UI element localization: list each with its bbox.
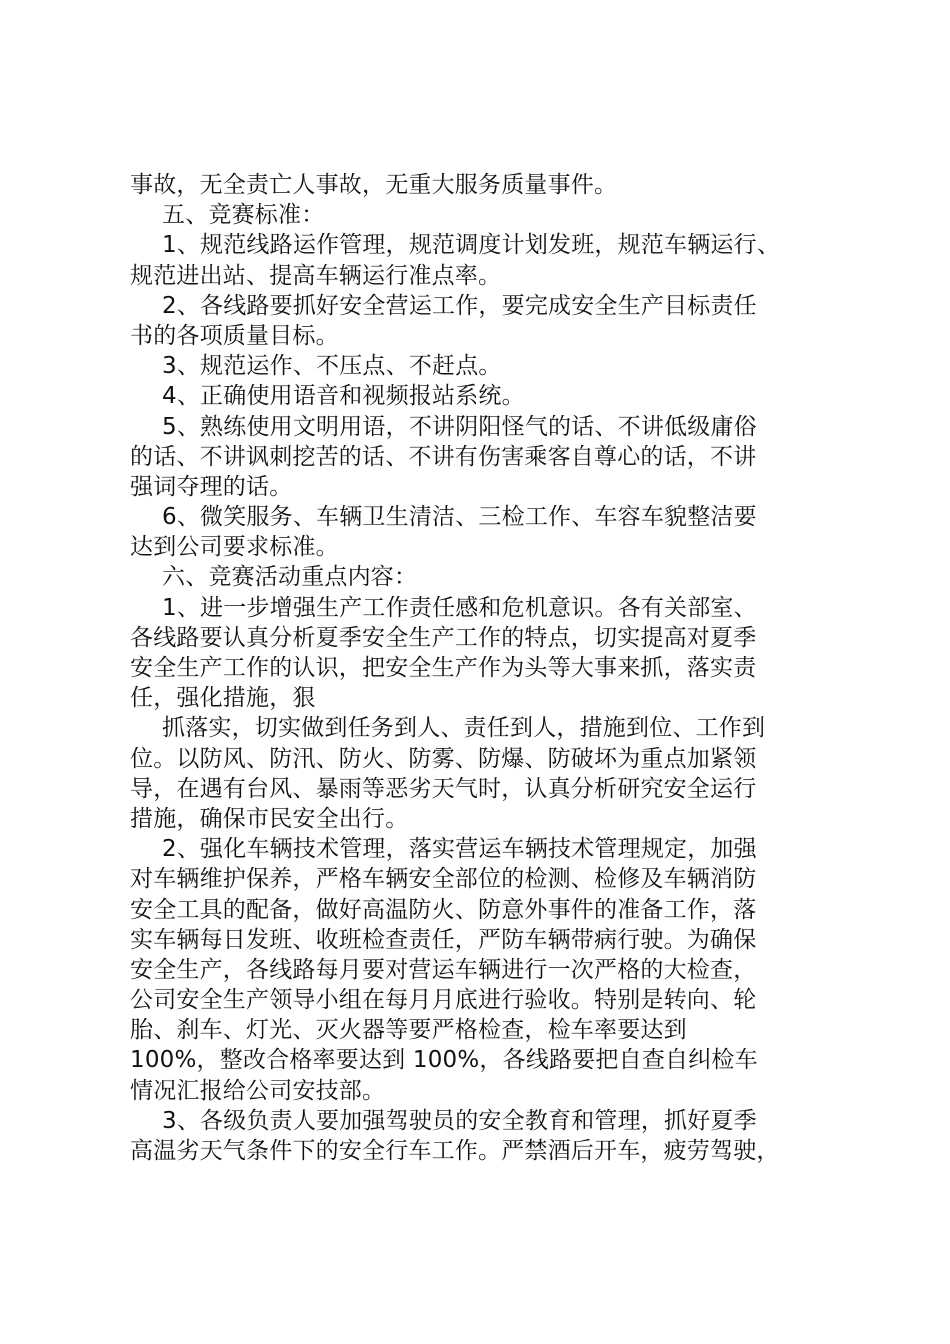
text-line: 规范进出站、提高车辆运行准点率。 — [130, 262, 502, 289]
text-line: 抓落实，切实做到任务到人、责任到人，措施到位、工作到 — [162, 715, 766, 742]
text-line: 1、规范线路运作管理，规范调度计划发班，规范车辆运行、 — [162, 232, 781, 259]
text-line: 1、进一步增强生产工作责任感和危机意识。各有关部室、 — [162, 594, 757, 621]
text-line: 导，在遇有台风、暴雨等恶劣天气时，认真分析研究安全运行 — [130, 775, 757, 802]
text-line: 达到公司要求标准。 — [130, 534, 339, 561]
text-line: 安全工具的配备，做好高温防火、防意外事件的准备工作，落 — [130, 896, 757, 923]
text-line: 100%，整改合格率要达到 100%，各线路要把自查自纠检车 — [130, 1047, 758, 1074]
text-line: 3、规范运作、不压点、不赶点。 — [162, 353, 502, 380]
text-line: 措施，确保市民安全出行。 — [130, 805, 409, 832]
text-line: 的话、不讲讽刺挖苦的话、不讲有伤害乘客自尊心的话，不讲 — [130, 443, 757, 470]
text-line: 胎、刹车、灯光、灭火器等要严格检查，检车率要达到 — [130, 1017, 687, 1044]
text-line: 六、竞赛活动重点内容： — [162, 564, 418, 591]
text-line: 安全生产工作的认识，把安全生产作为头等大事来抓，落实责 — [130, 655, 757, 681]
text-line: 公司安全生产领导小组在每月月底进行验收。特别是转向、轮 — [130, 987, 757, 1014]
text-line: 书的各项质量目标。 — [130, 322, 339, 349]
text-line: 强词夺理的话。 — [130, 473, 293, 500]
text-line: 情况汇报给公司安技部。 — [130, 1077, 386, 1104]
text-line: 5、熟练使用文明用语，不讲阴阳怪气的话、不讲低级庸俗 — [162, 413, 757, 440]
text-line: 3、各级负责人要加强驾驶员的安全教育和管理，抓好夏季 — [162, 1107, 757, 1134]
text-line: 各线路要认真分析夏季安全生产工作的特点，切实提高对夏季 — [130, 624, 757, 651]
document-body-text — [130, 170, 830, 1166]
text-line: 对车辆维护保养，严格车辆安全部位的检测、检修及车辆消防 — [130, 866, 757, 893]
text-line: 2、各线路要抓好安全营运工作，要完成安全生产目标责任 — [162, 292, 757, 319]
text-line: 位。以防风、防汛、防火、防雾、防爆、防破坏为重点加紧领 — [130, 745, 757, 772]
text-line: 实车辆每日发班、收班检查责任，严防车辆带病行驶。为确保 — [130, 926, 757, 953]
text-line: 6、微笑服务、车辆卫生清洁、三检工作、车容车貌整洁要 — [162, 504, 757, 531]
text-line: 五、竞赛标准： — [162, 202, 325, 229]
text-line: 安全生产，各线路每月要对营运车辆进行一次严格的大检查， — [130, 956, 757, 983]
text-line: 4、正确使用语音和视频报站系统。 — [162, 383, 525, 410]
text-line: 高温劣天气条件下的安全行车工作。严禁酒后开车，疲劳驾驶， — [130, 1138, 780, 1164]
text-line: 2、强化车辆技术管理，落实营运车辆技术管理规定，加强 — [162, 836, 757, 863]
text-line: 任，强化措施，狠 — [130, 685, 316, 712]
text-line: 事故，无全责亡人事故，无重大服务质量事件。 — [130, 172, 618, 198]
